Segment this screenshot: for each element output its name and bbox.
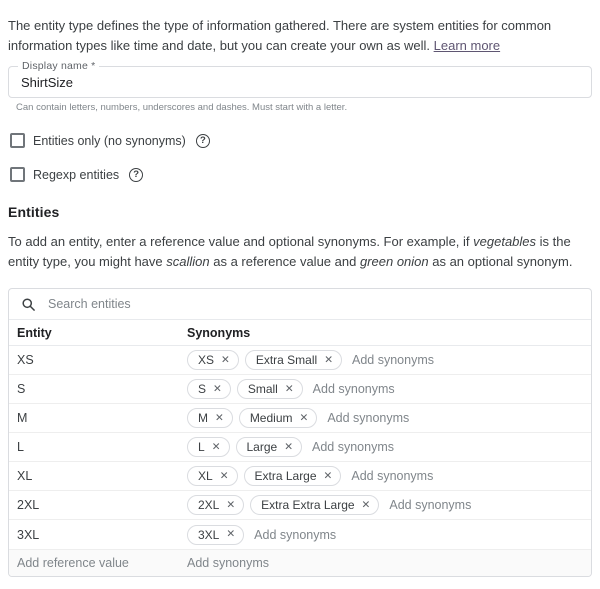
table-row	[9, 375, 591, 404]
synonym-chip[interactable]	[187, 437, 230, 457]
synonyms-cell	[187, 466, 591, 486]
entity-type-description	[8, 16, 592, 56]
synonym-chip-label: Extra Extra Large	[261, 498, 355, 512]
search-input[interactable]	[48, 297, 579, 311]
synonym-chip[interactable]	[187, 525, 244, 545]
synonyms-cell	[187, 408, 591, 428]
regexp-checkbox[interactable]	[10, 167, 25, 182]
desc-italic-scallion: scallion	[166, 254, 210, 269]
regexp-help-icon[interactable]: ?	[129, 168, 143, 182]
synonyms-cell	[187, 350, 591, 370]
remove-synonym-icon[interactable]: ✕	[226, 498, 236, 511]
add-synonyms-placeholder[interactable]: Add synonyms	[351, 469, 434, 483]
remove-synonym-icon[interactable]: ✕	[219, 469, 229, 482]
synonym-chip-label: 2XL	[198, 498, 220, 512]
table-row	[9, 462, 591, 491]
synonym-chip[interactable]	[187, 466, 238, 486]
synonyms-cell	[187, 495, 591, 515]
entities-only-help-icon[interactable]: ?	[196, 134, 210, 148]
display-name-label: Display name *	[18, 60, 99, 72]
synonym-chip-label: Large	[246, 440, 278, 454]
entities-heading: Entities	[8, 204, 60, 220]
add-synonyms-input[interactable]: Add synonyms	[187, 556, 269, 570]
add-synonyms-placeholder[interactable]: Add synonyms	[389, 498, 472, 512]
add-synonyms-placeholder[interactable]: Add synonyms	[352, 353, 434, 367]
entity-value[interactable]: S	[17, 382, 26, 396]
remove-synonym-icon[interactable]: ✕	[213, 382, 222, 395]
entities-only-checkbox[interactable]	[10, 133, 25, 148]
remove-synonym-icon[interactable]: ✕	[221, 353, 230, 366]
search-row	[9, 289, 591, 320]
entity-value[interactable]: 2XL	[17, 498, 40, 512]
desc-text: To add an entity, enter a reference value and optional synonyms. For example, if	[8, 234, 474, 249]
synonym-chip-label: Medium	[249, 411, 293, 425]
desc-italic-green-onion: green onion	[359, 254, 429, 269]
remove-synonym-icon[interactable]: ✕	[211, 440, 221, 453]
synonym-chip-label: Extra Large	[254, 469, 317, 483]
synonym-chip-label: XS	[198, 353, 215, 367]
synonym-chip-label: Extra Small	[255, 353, 318, 367]
synonym-chip[interactable]	[187, 408, 233, 428]
table-row	[9, 520, 591, 549]
table-header-row	[9, 320, 591, 346]
add-synonyms-placeholder[interactable]: Add synonyms	[312, 440, 394, 454]
synonym-chip[interactable]	[236, 437, 303, 457]
table-body	[9, 346, 591, 549]
entity-column-header: Entity	[17, 325, 52, 340]
learn-more-link[interactable]: Learn more	[433, 38, 501, 53]
synonym-chip[interactable]	[187, 350, 239, 370]
remove-synonym-icon[interactable]: ✕	[323, 469, 333, 482]
add-synonyms-placeholder[interactable]: Add synonyms	[327, 411, 410, 425]
remove-synonym-icon[interactable]: ✕	[226, 528, 236, 541]
add-reference-value-input[interactable]: Add reference value	[17, 556, 129, 570]
synonyms-cell	[187, 437, 591, 457]
add-synonyms-placeholder[interactable]: Add synonyms	[312, 382, 395, 396]
display-name-helper-text: Can contain letters, numbers, underscores and dashes. Must start with a letter.	[16, 102, 348, 113]
add-entity-row	[9, 549, 591, 576]
remove-synonym-icon[interactable]: ✕	[284, 440, 294, 453]
synonyms-cell	[187, 379, 591, 399]
entity-value[interactable]: XS	[17, 353, 34, 367]
synonym-chip-label: S	[198, 382, 207, 396]
synonym-chip[interactable]	[244, 466, 342, 486]
synonym-chip-label: Small	[247, 382, 278, 396]
synonym-chip[interactable]	[250, 495, 379, 515]
synonym-chip[interactable]	[187, 495, 244, 515]
synonym-chip-label: M	[198, 411, 208, 425]
search-icon	[21, 297, 36, 312]
remove-synonym-icon[interactable]: ✕	[299, 411, 309, 424]
entities-only-checkbox-row	[10, 133, 592, 148]
table-row	[9, 491, 591, 520]
entity-value[interactable]: 3XL	[17, 527, 40, 542]
remove-synonym-icon[interactable]: ✕	[361, 498, 371, 511]
desc-italic-vegetables: vegetables	[473, 234, 537, 249]
synonym-chip-label: 3XL	[198, 527, 220, 542]
display-name-field[interactable]	[8, 60, 592, 98]
desc-text: as an optional synonym.	[428, 254, 573, 269]
synonym-chip[interactable]	[187, 379, 231, 399]
display-name-field-wrap	[8, 60, 592, 113]
desc-text: as a reference value and	[209, 254, 360, 269]
entity-type-description-text: The entity type defines the type of information gathered. There are system entities for common information types like time and date, but you can create your own as well.	[8, 18, 552, 53]
desc-text: is the entity type, you might have	[8, 234, 571, 269]
entities-only-label: Entities only (no synonyms)	[33, 133, 186, 148]
entities-table	[8, 288, 592, 577]
synonyms-cell	[187, 525, 591, 545]
regexp-checkbox-row	[10, 167, 592, 182]
synonyms-column-header: Synonyms	[187, 325, 251, 340]
remove-synonym-icon[interactable]: ✕	[284, 382, 294, 395]
regexp-label: Regexp entities	[33, 167, 120, 182]
synonym-chip-label: L	[198, 440, 205, 454]
entity-value[interactable]: XL	[17, 469, 33, 483]
entities-description	[8, 232, 592, 272]
synonym-chip[interactable]	[239, 408, 318, 428]
synonym-chip[interactable]	[245, 350, 342, 370]
table-row	[9, 404, 591, 433]
remove-synonym-icon[interactable]: ✕	[324, 353, 333, 366]
table-row	[9, 346, 591, 375]
table-row	[9, 433, 591, 462]
entity-value[interactable]: M	[17, 411, 28, 425]
entity-value[interactable]: L	[17, 440, 24, 454]
display-name-input[interactable]	[21, 75, 579, 90]
synonym-chip[interactable]	[237, 379, 303, 399]
add-synonyms-placeholder[interactable]: Add synonyms	[254, 527, 337, 542]
synonym-chip-label: XL	[198, 469, 213, 483]
remove-synonym-icon[interactable]: ✕	[215, 411, 224, 424]
